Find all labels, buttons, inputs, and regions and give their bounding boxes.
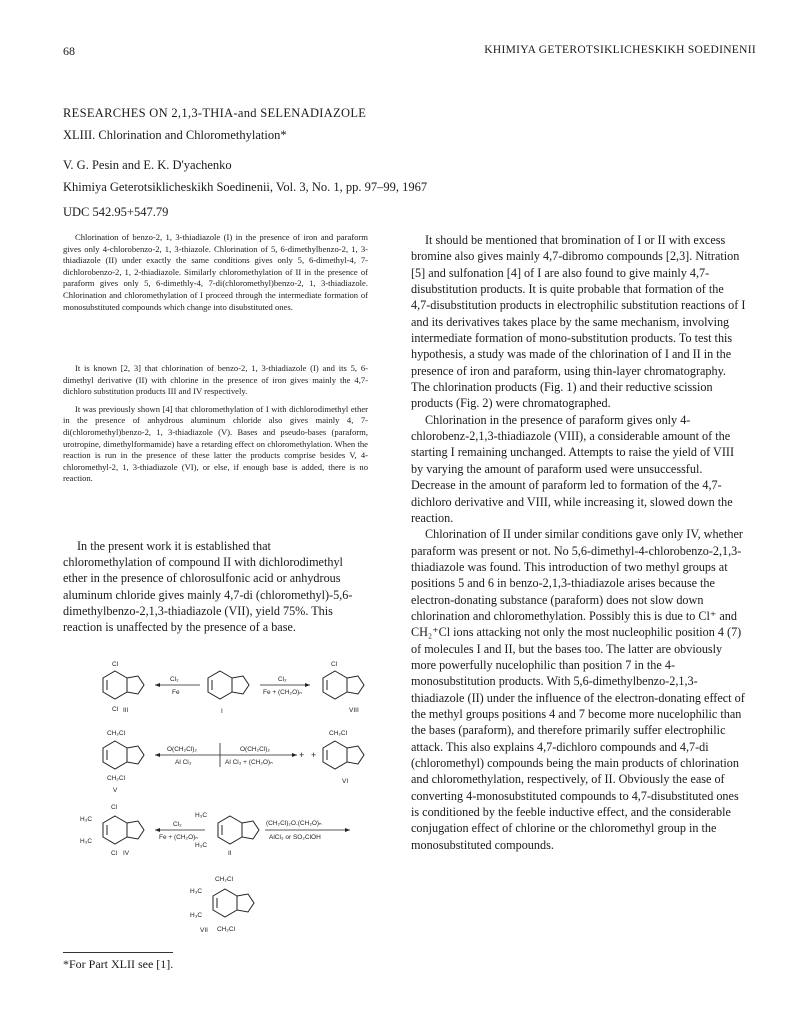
lead-paragraph — [63, 538, 363, 635]
reagent-label: Cl₂ — [173, 821, 182, 828]
compound-I — [208, 671, 249, 715]
compound-number: II — [228, 850, 232, 857]
substituent-label: H₃C — [195, 812, 208, 819]
compound-number: IV — [123, 850, 130, 857]
reagent-label: (CH₂Cl)₂O.(CH₂O)ₙ — [266, 820, 322, 827]
substituent-label: H₃C — [80, 838, 93, 845]
compound-number: VIII — [349, 707, 359, 714]
reagent-label: Fe — [172, 689, 180, 696]
substituent-label: H₃C — [190, 912, 203, 919]
compound-VIII — [323, 661, 364, 714]
authors: V. G. Pesin and E. K. D'yachenko — [63, 158, 232, 172]
reagent-label: Fe + (CH₂O)ₙ — [263, 689, 302, 696]
body-paragraph: Chlorination in the presence of paraform gives only 4-chlorobenz-2,1,3-thiadiazole (VIII), a considerable amount of the starting I remaining unchanged. Attempts to raise the yield of VIII by varying the amount of paraform used were unsuccessful. Decrease in the amount of paraform led to formation of the 4,7-dichloro derivative and VIII, while increasing it, slowed down the reaction. — [411, 412, 734, 525]
abstract-text: Chlorination of benzo-2, 1, 3-thiadiazole (I) in the presence of iron and paraform gives only 4-chlorobenzo-2, 1, 3-thiazole. Chlorination of 5, 6-dimethylbenzo-2, 1, 3-thiadiazole (II) under exactly the same conditions gives only 5, 6-dimethyl-4, 7-dichlorobenzo-2, 1, 2-thiadiazole. Similarly chloromethylation of II in the presence of paraform gives only 5, 6-dimethly-4, 7-di(chloromethyl)benzo-2, 1, 3-thiadiazole. Chlorination and chloromethylation of I proceed through the intermediate formation of monosubstituted compounds which change into disubstituted ones. — [63, 232, 368, 312]
arrow-head — [345, 828, 350, 832]
body-paragraph: Chlorination of II under similar conditions gave only IV, whether paraform was present or not. No 5,6-dimethyl-4-chlorobenzo-2,1,3-thiadiazole was found. This introduction of two methyl groups at positions 5 and 6 in benzo-2,1,3-thiadiazole arises because the electron-donating substance (paraform) does not slow down chlorination and chloromethylation. Possibly this is due to Cl⁺ and CH₂⁺Cl ions attacking not only the most nucleophilic position 4 (7) of molecules I and II, but the bases too. The latter are obviously more powerfully nucelophilic than position 7 in the 4-monosubstitution products. With 5,6-dimethylbenzo-2,1,3-thiadiazole (II) under the influence of the electron-donating effect of the methyl groups positions 4 and 7 become more nucelophilic than the bases (paraform), and therefore primarily suffer electrophilic attack. This also explains 4,7-dichloro compounds and 4,7-di (chloromethyl) compounds being the main products of chlorination and chloromethylation, respectively, of II. Obviously the ease of converting 4-monosubstituted compounds to 4,7-disubstituted ones is conditioned by the feeble inductive effect, and the considerable conjugation effect of chlorine or the chloromethyl group in the monosubstituted compounds. — [411, 527, 745, 852]
compound-number: V — [113, 787, 118, 794]
compound-number: I — [221, 708, 223, 715]
introduction — [63, 363, 368, 485]
compound-II — [195, 812, 259, 857]
body-paragraph: It should be mentioned that bromination of I or II with excess bromine also gives mainly 4,7-dibromo compounds [2,3]. Nitration [5] and sulfonation [4] of I are also found to give mainly 4,7-disubstitution products. It is quite probable that formation of the 4,7-disubstitution products in electrophilic substitution reactions of I and its derivatives takes place by the same mechanism, involving intermediate formation of mono-substitution products. To test this hypothesis, a study was made of the chlorination of I and II in the presence of iron and paraform, using thin-layer chromatography. The chlorination products (Fig. 1) and their reductive scission products (Fig. 2) were chromatographed. — [411, 233, 746, 411]
arrow-head — [155, 828, 160, 832]
intro-paragraph: It was previously shown [4] that chloromethylation of I with dichlorodimethyl ether in the presence of anhydrous aluminum chloride also gives mainly 4, 7-di(chloromethyl)benzo-2, 1, 3-thiadiazole (V). Bases and pseudo-bases (paraform, urotropine, dimethylformamide) have a retarding effect on chloromethylation. When the reaction is run in the presence of these latter the products comprise besides V, 4-chloromethyl-2, 1, 3-thiadiazole (VI), or else, if enough base is added, there is no reaction. — [63, 403, 368, 484]
reagent-label: O(CH₂Cl)₂ — [240, 746, 270, 753]
arrow-head — [292, 753, 297, 757]
substituent-label: Cl — [112, 661, 119, 668]
reaction-scheme — [80, 655, 385, 940]
arrow-head — [155, 753, 160, 757]
reagent-label: O(CH₂Cl)₂ — [167, 746, 197, 753]
right-column — [411, 232, 746, 853]
arrow-head — [155, 683, 160, 687]
intro-paragraph: It is known [2, 3] that chlorination of benzo-2, 1, 3-thiadiazole (I) and its 5, 6-dimethyl derivative (II) with chlorine in the presence of iron gives mainly the 4,7-dichloro substitution products III and IV respectively. — [63, 363, 368, 397]
compound-III — [103, 661, 144, 714]
article-subtitle: XLIII. Chlorination and Chloromethylation* — [63, 128, 287, 142]
compound-number: VI — [342, 778, 349, 785]
page-number: 68 — [63, 44, 75, 58]
citation: Khimiya Geterotsiklicheskikh Soedinenii, Vol. 3, No. 1, pp. 97–99, 1967 — [63, 180, 428, 194]
compound-number: VII — [200, 927, 208, 934]
compound-IV — [80, 804, 144, 857]
substituent-label: H₃C — [80, 816, 93, 823]
reagent-label: Al Cl₃ + (CH₂O)ₙ — [225, 759, 273, 766]
substituent-label: CH₂Cl — [329, 730, 348, 737]
footnote-divider — [63, 952, 173, 953]
substituent-label: CH₂Cl — [107, 730, 126, 737]
compound-VII — [190, 876, 254, 934]
substituent-label: CH₂Cl — [217, 926, 236, 933]
compound-VI — [323, 730, 364, 785]
substituent-label: Cl — [112, 706, 119, 713]
substituent-label: Cl — [111, 850, 118, 857]
reagent-label: AlCl₃ or SO₂ClOH — [269, 834, 321, 841]
substituent-label: H₃C — [190, 888, 203, 895]
substituent-label: CH₂Cl — [215, 876, 234, 883]
running-header: KHIMIYA GETEROTSIKLICHESKIKH SOEDINENII — [484, 44, 756, 56]
footnote: *For Part XLII see [1]. — [63, 957, 174, 971]
reagent-label: Fe + (CH₂O)ₙ — [159, 834, 198, 841]
plus-sign: + — [311, 750, 317, 760]
substituent-label: H₃C — [195, 842, 208, 849]
compound-V — [103, 730, 144, 794]
substituent-label: CH₂Cl — [107, 775, 126, 782]
reagent-label: Cl₂ — [278, 676, 287, 683]
compound-number: III — [123, 707, 129, 714]
udc-code: UDC 542.95+547.79 — [63, 205, 169, 219]
substituent-label: Cl — [331, 661, 338, 668]
lead-text: In the present work it is established that chloromethylation of compound II with dichlorodimethyl ether in the presence of chlorosulfonic acid or anhydrous aluminum chloride gives mainly 4,7-di (chloromethyl)-5,6-dimethylbenzo-2,1,3-thiadiazole (VII), yield 75%. This reaction is unaffected by the presence of a base. — [63, 539, 353, 635]
plus-sign: + — [299, 750, 305, 760]
substituent-label: Cl — [111, 804, 118, 811]
article-title: RESEARCHES ON 2,1,3-THIA-and SELENADIAZOLE — [63, 106, 367, 120]
reagent-label: Cl₂ — [170, 676, 179, 683]
reagent-label: Al Cl₃ — [175, 759, 192, 766]
abstract — [63, 232, 368, 313]
arrow-head — [305, 683, 310, 687]
